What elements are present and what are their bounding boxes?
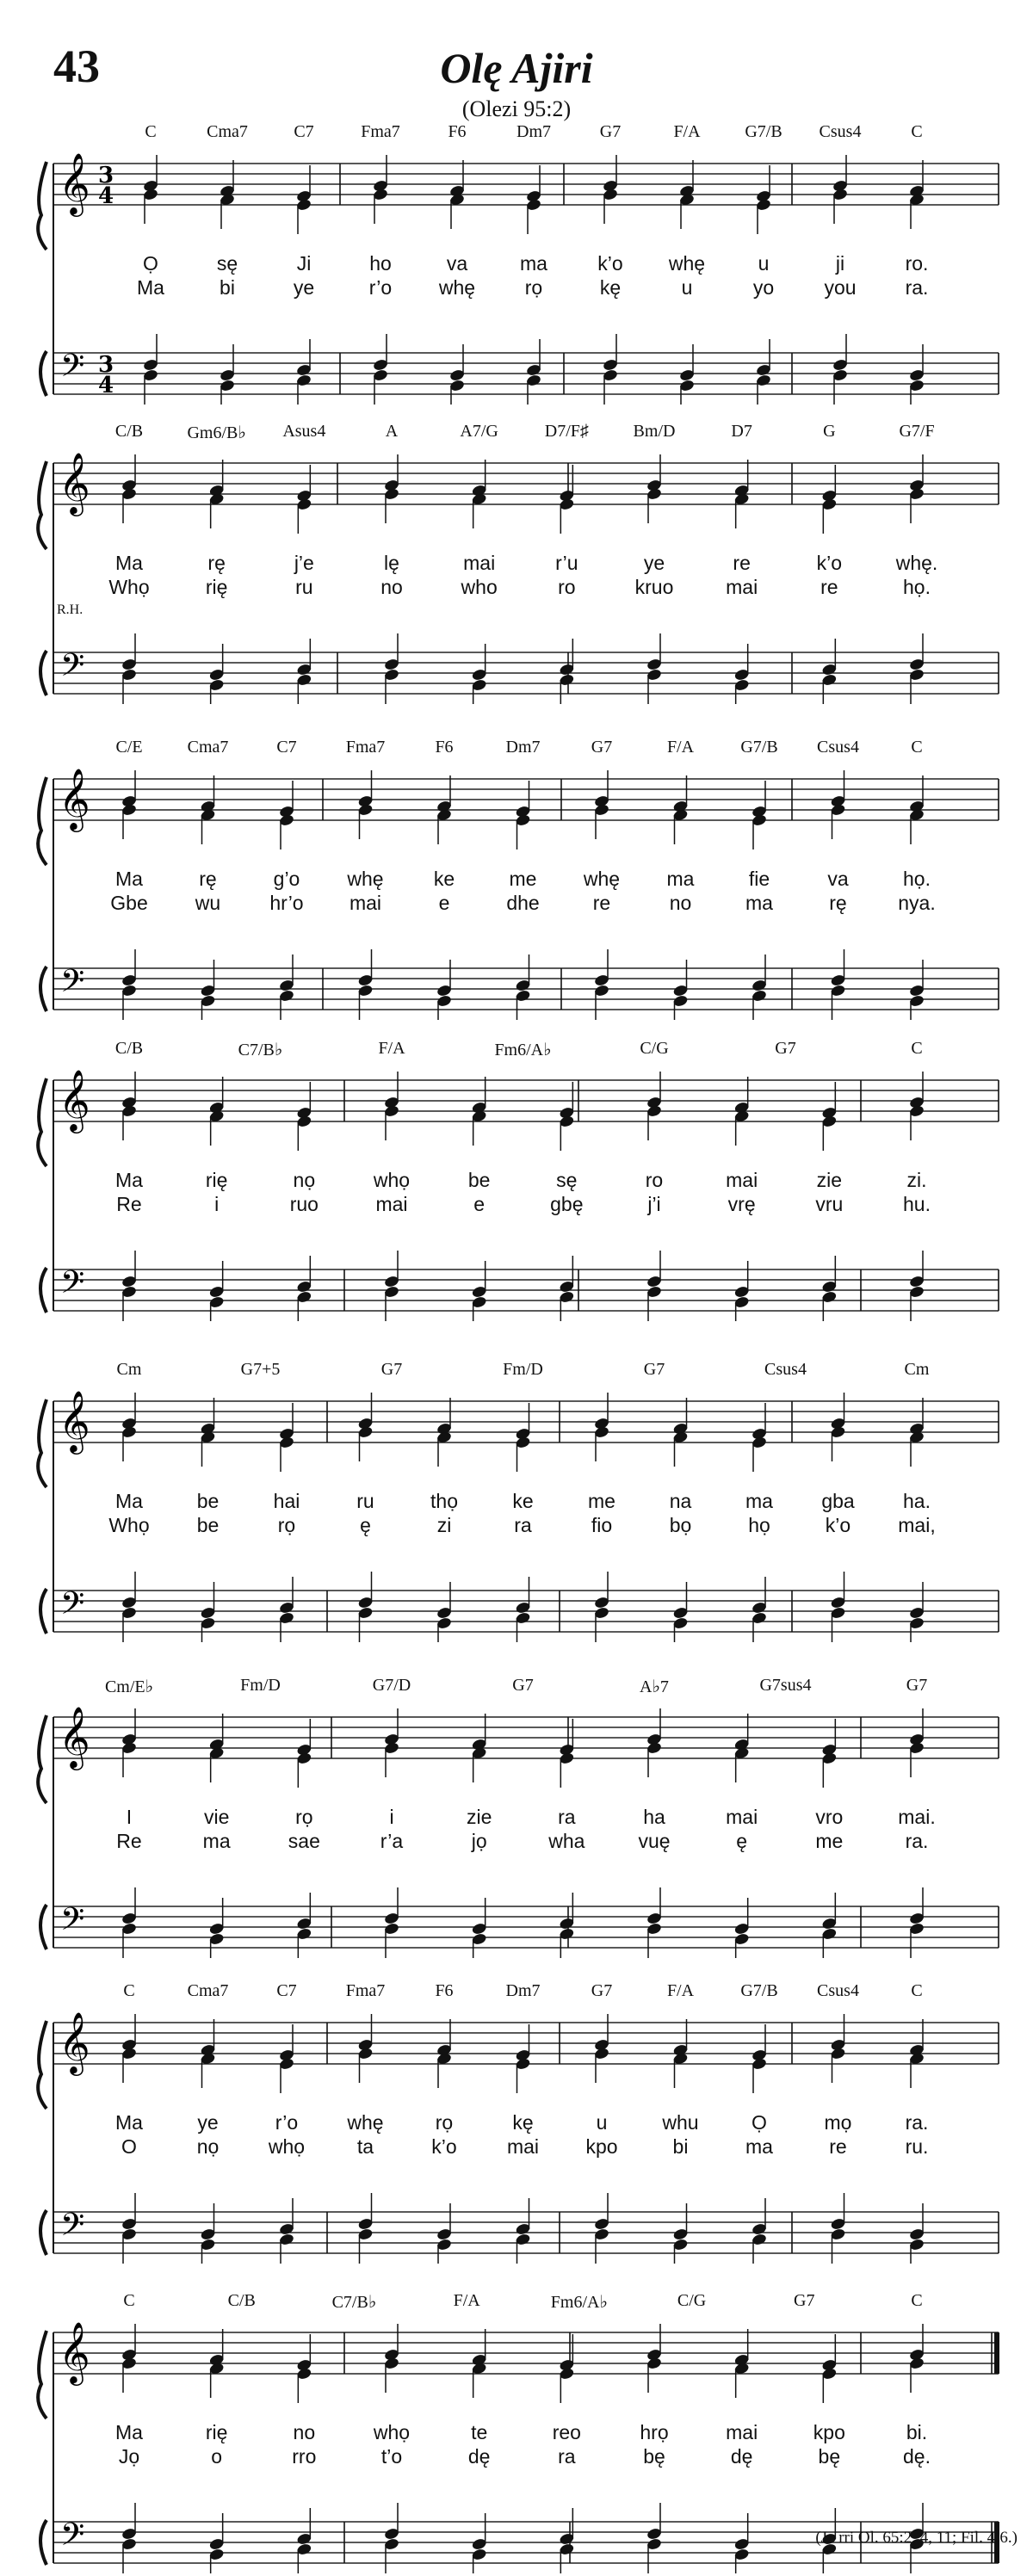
chord-symbol: G7 [599,122,622,141]
staff-bracket [40,2210,46,2255]
chord-symbol: C7/B♭ [331,2293,377,2312]
verse2-syllable: no [380,576,403,598]
verse2-syllable: ma [745,892,773,914]
chord-symbol: C [911,1981,923,2000]
chord-symbol: C/G [640,1039,669,1058]
chord-symbol: A7/G [460,422,498,441]
verse1-syllable: bi. [906,2421,928,2443]
staff-bracket [38,162,46,250]
verse2-syllable: ma [745,2135,773,2158]
chord-symbol: F6 [435,738,454,757]
verse2-syllable: họ [748,1514,770,1536]
chord-symbol: F/A [666,738,695,757]
chord-symbol: G7 [380,1360,403,1379]
chord-symbol: Fma7 [345,738,386,757]
verse1-syllable: whu [662,2111,699,2134]
chord-symbol: F/A [673,122,701,141]
verse1-syllable: r’u [555,552,578,574]
chord-symbol: Cma7 [207,122,248,141]
verse2-syllable: whọ [268,2135,306,2158]
verse2-syllable: mai [726,576,758,598]
verse2-syllable: ra. [905,276,929,299]
verse2-syllable: dę [467,2445,491,2468]
verse1-syllable: mai [726,1169,758,1191]
verse1-syllable: ru [356,1490,374,1512]
verse2-syllable: i [214,1193,220,1215]
verse2-syllable: zi [436,1514,452,1536]
staff-bracket [38,461,46,549]
chord-symbol: Csus4 [819,122,862,141]
bass-clef-icon: 𝄢 [60,647,85,691]
treble-clef-icon: 𝄞 [59,1389,90,1452]
verse2-syllable: ę [736,1830,748,1852]
chord-symbol: Fma7 [345,1981,386,2000]
verse1-syllable: u [758,252,770,275]
verse2-syllable: e [438,892,450,914]
time-signature-top: 3 [98,352,114,378]
verse1-syllable: g’o [273,868,300,890]
chord-symbol: C/B [114,1039,144,1058]
verse2-syllable: mai [375,1193,408,1215]
verse2-syllable: hu. [903,1193,931,1215]
chord-symbol: Cm/E♭ [104,1677,154,1696]
scripture-footnote: (Je rri Ol. 65:2, 4, 11; Fil. 4:6.) [815,2529,1018,2547]
verse2-syllable: kę [599,276,622,299]
verse2-syllable: rię [205,576,228,598]
chord-symbol: C7/B♭ [238,1041,283,1059]
verse1-syllable: rię [205,1169,228,1191]
verse1-syllable: ji [835,252,845,275]
verse1-syllable: ra [558,1806,576,1828]
verse2-syllable: kpo [585,2135,618,2158]
verse2-syllable: ra [558,2445,576,2468]
staff-bracket [40,1905,46,1949]
verse1-syllable: mai [463,552,496,574]
bass-clef-icon: 𝄢 [60,963,85,1007]
verse1-syllable: k’o [816,552,843,574]
chord-symbol: G7 [906,1676,928,1695]
verse1-syllable: mai. [898,1806,936,1828]
verse2-syllable: bi [672,2135,689,2158]
verse1-syllable: me [588,1490,615,1512]
treble-clef-icon: 𝄞 [59,451,90,514]
verse2-syllable: Jọ [118,2445,140,2468]
chord-symbol: D7 [731,422,752,441]
verse2-syllable: fio [591,1514,613,1536]
verse2-syllable: gbę [550,1193,584,1215]
verse1-syllable: whę [668,252,706,275]
chord-symbol: F/A [666,1981,695,2000]
verse2-syllable: wha [548,1830,585,1852]
chord-symbol: F/A [453,2291,480,2310]
verse2-syllable: u [681,276,693,299]
chord-symbol: Asus4 [282,422,326,441]
verse1-syllable: kpo [813,2421,845,2443]
chord-symbol: Cma7 [187,1981,229,2000]
verse2-syllable: dę [730,2445,753,2468]
verse1-syllable: Ọ [143,252,158,275]
chord-symbol: A♭7 [640,1677,669,1696]
verse1-syllable: u [596,2111,608,2134]
verse1-syllable: k’o [597,252,623,275]
staff-bracket [38,2021,46,2109]
chord-symbol: G7/D [372,1676,411,1695]
verse2-syllable: ru. [905,2135,929,2158]
chord-symbol: Cma7 [187,738,229,757]
verse2-syllable: who [461,576,498,598]
verse2-syllable: ra [514,1514,532,1536]
verse2-syllable: họ. [903,576,931,598]
chord-symbol: G7sus4 [759,1676,812,1695]
verse1-syllable: Ma [115,1490,143,1512]
bass-clef-icon: 𝄢 [60,2517,85,2561]
chord-symbol: F6 [435,1981,454,2000]
verse2-syllable: ta [356,2135,374,2158]
chord-symbol: G7 [591,1981,613,2000]
verse2-syllable: yo [752,276,775,299]
chord-symbol: G7/B [740,1981,778,2000]
staff-bracket [40,1268,46,1313]
verse1-syllable: gba [821,1490,855,1512]
verse1-syllable: lę [384,552,399,574]
verse2-syllable: whę [438,276,476,299]
chord-symbol: Csus4 [764,1360,807,1379]
verse2-syllable: e [473,1193,486,1215]
bass-clef-icon: 𝄢 [60,1264,85,1308]
verse1-syllable: me [509,868,537,890]
chord-symbol: Csus4 [817,738,859,757]
verse1-syllable: sę [216,252,238,275]
verse2-syllable: Whọ [108,576,150,598]
verse2-syllable: Gbe [110,892,148,914]
verse2-syllable: re [592,892,611,914]
verse1-syllable: zie [466,1806,492,1828]
verse1-syllable: Ji [296,252,312,275]
verse1-syllable: re [733,552,751,574]
chord-symbol: C/G [677,2291,707,2310]
bass-clef-icon: 𝄢 [60,348,85,392]
chord-symbol: G7/F [899,422,935,441]
staff-bracket [40,2520,46,2565]
verse1-syllable: ye [197,2111,219,2134]
verse1-syllable: họ. [903,868,931,890]
chord-symbol: G7 [794,2291,815,2310]
verse2-syllable: ę [360,1514,371,1536]
right-hand-marker: R.H. [57,602,84,617]
verse1-syllable: vro [815,1806,844,1828]
verse1-syllable: whę. [895,552,938,574]
chord-symbol: G7 [643,1360,665,1379]
verse2-syllable: sae [288,1830,320,1852]
chord-symbol: Dm7 [505,738,541,757]
verse2-syllable: rę [829,892,847,914]
verse1-syllable: ro. [905,252,929,275]
verse2-syllable: re [820,576,838,598]
chord-symbol: C7 [276,1981,297,2000]
treble-clef-icon: 𝄞 [59,1068,90,1131]
verse2-syllable: Re [116,1830,142,1852]
chord-symbol: C7 [276,738,297,757]
verse1-syllable: ra. [905,2111,929,2134]
chord-symbol: G7 [512,1676,534,1695]
chord-symbol: F6 [448,122,467,141]
verse1-syllable: mai [726,1806,758,1828]
verse2-syllable: bọ [669,1514,692,1536]
chord-symbol: Fma7 [361,122,400,141]
verse2-syllable: mai [349,892,382,914]
staff-graphics [0,1037,1033,1321]
verse1-syllable: whọ [373,1169,411,1191]
verse2-syllable: ru [295,576,313,598]
staff-bracket [38,2331,46,2418]
verse2-syllable: r’o [368,276,393,299]
verse1-syllable: zie [816,1169,843,1191]
verse2-syllable: no [669,892,692,914]
chord-symbol: C [911,2291,923,2310]
verse1-syllable: reo [552,2421,581,2443]
verse2-syllable: rọ [277,1514,296,1536]
verse1-syllable: ma [745,1490,773,1512]
verse1-syllable: Ọ [752,2111,767,2134]
verse2-syllable: vrę [727,1193,756,1215]
verse2-syllable: bi [220,276,235,299]
verse2-syllable: me [815,1830,844,1852]
chord-symbol: F/A [378,1039,405,1058]
verse2-syllable: be [196,1514,220,1536]
verse2-syllable: wu [195,892,221,914]
chord-symbol: Dm7 [505,1981,541,2000]
verse1-syllable: sę [556,1169,578,1191]
staff-bracket [38,777,46,865]
bass-clef-icon: 𝄢 [60,1585,85,1629]
chord-symbol: G7+5 [240,1360,281,1379]
verse2-syllable: you [824,276,857,299]
verse2-syllable: vru [815,1193,844,1215]
treble-clef-icon: 𝄞 [59,2320,90,2383]
staff-bracket [38,1715,46,1803]
chord-symbol: G7 [591,738,613,757]
chord-symbol: C/B [114,422,144,441]
verse2-syllable: ma [202,1830,231,1852]
chord-symbol: C [145,122,157,141]
chord-symbol: Fm/D [503,1360,543,1379]
verse1-syllable: Ma [115,2421,143,2443]
chord-symbol: C [911,738,923,757]
verse1-syllable: whę [347,2111,384,2134]
verse1-syllable: whę [347,868,384,890]
verse2-syllable: kruo [634,576,674,598]
staff-bracket [40,967,46,1011]
verse2-syllable: k’o [825,1514,851,1536]
treble-clef-icon: 𝄞 [59,151,90,214]
verse1-syllable: fie [748,868,770,890]
verse1-syllable: hrọ [640,2421,669,2443]
time-signature-bottom: 4 [98,373,114,398]
verse1-syllable: rię [205,2421,228,2443]
verse2-syllable: Ma [137,276,164,299]
chord-symbol: Cm [116,1360,142,1379]
chord-symbol: A [385,422,399,441]
verse1-syllable: thọ [430,1490,458,1512]
staff-bracket [40,1589,46,1634]
verse1-syllable: Ma [115,552,143,574]
time-signature-bottom: 4 [98,183,114,209]
verse1-syllable: ma [666,868,695,890]
verse1-syllable: ye [643,552,665,574]
bass-clef-icon: 𝄢 [60,2207,85,2251]
verse2-syllable: dę. [903,2445,931,2468]
verse2-syllable: mai, [898,1514,936,1536]
chord-symbol: G7 [775,1039,796,1058]
staff-bracket [40,651,46,695]
verse1-syllable: Ma [115,868,143,890]
verse1-syllable: rę [199,868,217,890]
verse2-syllable: bę [643,2445,665,2468]
chord-symbol: Fm/D [240,1676,281,1695]
verse1-syllable: nọ [293,1169,316,1191]
chord-symbol: C [123,2291,135,2310]
staff-graphics [0,420,1033,704]
verse2-syllable: ra. [905,1830,929,1852]
verse2-syllable: O [121,2135,137,2158]
verse1-syllable: mọ [824,2111,852,2134]
treble-clef-icon: 𝄞 [59,767,90,830]
treble-clef-icon: 𝄞 [59,2011,90,2073]
verse2-syllable: nọ [196,2135,220,2158]
verse1-syllable: ma [520,252,547,275]
chord-symbol: G7/B [745,122,782,141]
verse2-syllable: Re [116,1193,142,1215]
verse1-syllable: ro [645,1169,664,1191]
staff-bracket [40,351,46,396]
verse1-syllable: va [827,868,849,890]
verse1-syllable: j’e [294,552,314,574]
verse2-syllable: t’o [380,2445,403,2468]
verse1-syllable: ha. [903,1490,931,1512]
verse1-syllable: whę [583,868,621,890]
verse1-syllable: te [471,2421,488,2443]
chord-symbol: Fm6/A♭ [494,1041,552,1059]
verse2-syllable: ruo [289,1193,319,1215]
verse1-syllable: be [467,1169,491,1191]
verse2-syllable: r’a [380,1830,404,1852]
chord-symbol: G7/B [740,738,778,757]
verse1-syllable: ke [433,868,455,890]
verse1-syllable: rọ [295,1806,313,1828]
verse2-syllable: dhe [506,892,540,914]
verse1-syllable: Ma [115,1169,143,1191]
time-signature-top: 3 [98,163,114,188]
verse1-syllable: rę [207,552,226,574]
verse2-syllable: rro [292,2445,317,2468]
hymn-number: 43 [53,40,100,92]
verse2-syllable: o [211,2445,223,2468]
chord-symbol: C7 [294,122,314,141]
hymn-scripture-reference: (Olezi 95:2) [461,96,572,121]
verse2-syllable: bę [818,2445,841,2468]
verse1-syllable: whọ [373,2421,411,2443]
chord-symbol: C/E [115,738,143,757]
chord-symbol: Bm/D [633,422,676,441]
verse1-syllable: Ma [115,2111,143,2134]
verse1-syllable: be [196,1490,220,1512]
verse2-syllable: vuę [638,1830,671,1852]
verse1-syllable: I [126,1806,133,1828]
chord-symbol: D7/F♯ [544,422,589,441]
verse2-syllable: nya. [898,892,936,914]
bass-clef-icon: 𝄢 [60,1901,85,1945]
verse2-syllable: jọ [471,1830,487,1852]
verse2-syllable: mai [506,2135,540,2158]
verse1-syllable: vie [203,1806,230,1828]
verse1-syllable: kę [512,2111,534,2134]
verse2-syllable: ye [293,276,315,299]
staff-graphics [0,1674,1033,1958]
chord-symbol: C [911,122,923,141]
chord-symbol: Gm6/B♭ [187,423,246,442]
verse1-syllable: mai [726,2421,758,2443]
verse1-syllable: i [389,1806,394,1828]
verse2-syllable: re [829,2135,847,2158]
verse2-syllable: ro [558,576,576,598]
verse2-syllable: Whọ [108,1514,150,1536]
verse1-syllable: hai [273,1490,300,1512]
staff-bracket [38,1399,46,1487]
chord-symbol: Csus4 [817,1981,859,2000]
chord-symbol: Dm7 [516,122,551,141]
chord-symbol: C [123,1981,135,2000]
verse1-syllable: ho [369,252,392,275]
chord-symbol: G [823,422,836,441]
verse1-syllable: na [669,1490,692,1512]
verse1-syllable: rọ [435,2111,454,2134]
treble-clef-icon: 𝄞 [59,1705,90,1768]
chord-symbol: C [911,1039,923,1058]
verse1-syllable: zi. [906,1169,927,1191]
verse1-syllable: va [446,252,468,275]
verse2-syllable: hr’o [269,892,304,914]
verse1-syllable: ke [512,1490,534,1512]
chord-symbol: Cm [904,1360,930,1379]
chord-symbol: C/B [227,2291,256,2310]
verse2-syllable: k’o [431,2135,457,2158]
verse2-syllable: j’i [647,1193,661,1215]
verse1-syllable: r’o [275,2111,299,2134]
staff-bracket [38,1078,46,1166]
chord-symbol: Fm6/A♭ [550,2293,608,2312]
hymn-title: Olę Ajiri [440,44,593,92]
verse1-syllable: no [293,2421,316,2443]
verse2-syllable: rọ [524,276,543,299]
verse1-syllable: ha [643,1806,665,1828]
